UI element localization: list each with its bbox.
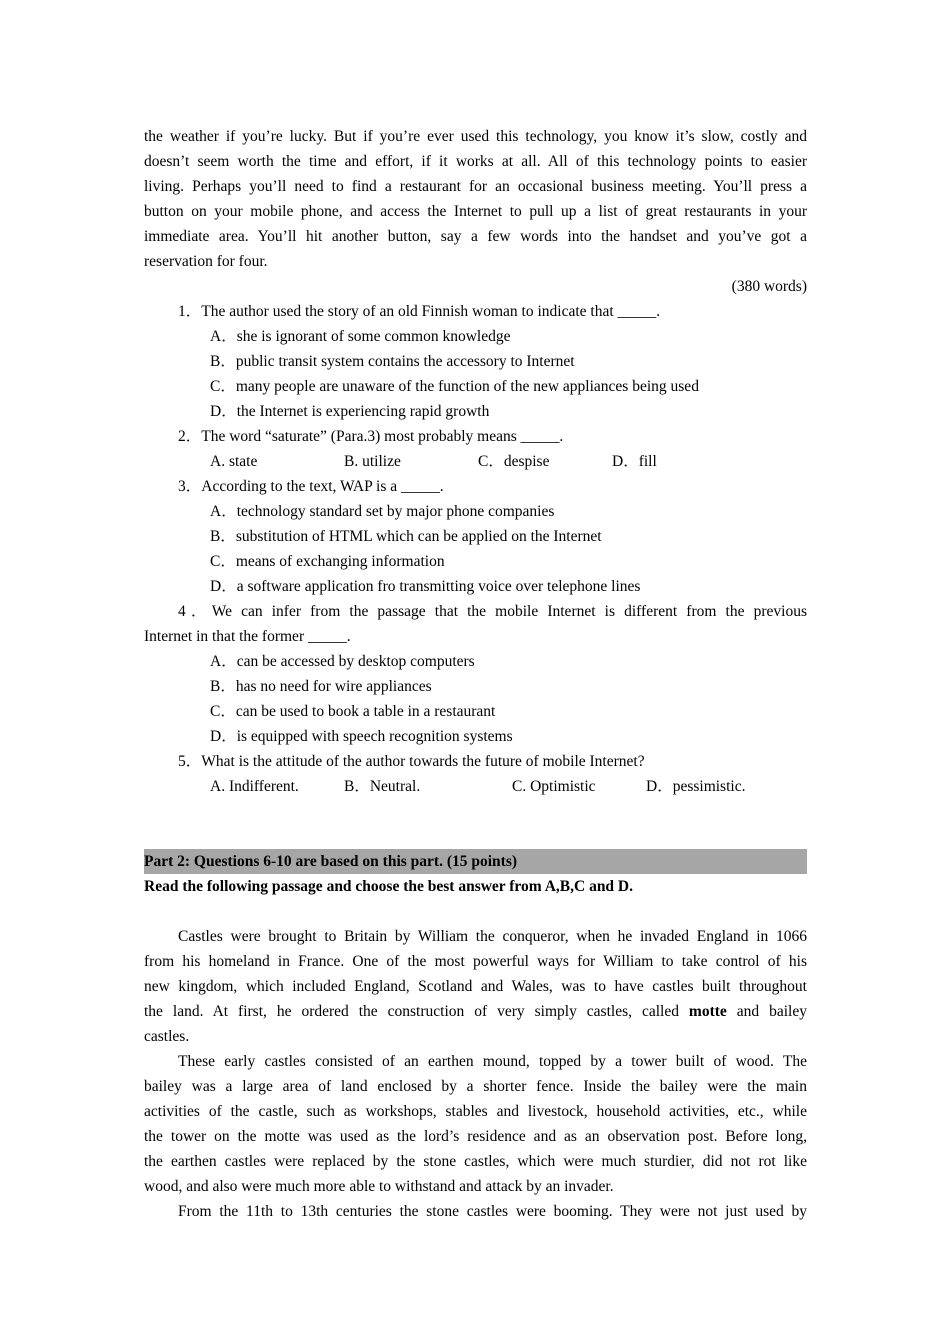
paragraph-text: and bailey [726, 1003, 807, 1020]
question-5-option-c: C. Optimistic [512, 778, 596, 795]
paragraph-line: wood, and also were much more able to withstand and attack by an invader. [144, 1178, 614, 1195]
paragraph-line: from his homeland in France. One of the most powerful ways for William to take control of his [144, 953, 807, 970]
bold-term-motte: motte [688, 1003, 727, 1020]
paragraph-line: the earthen castles were replaced by the stone castles, which were much sturdier, did not rot like [144, 1153, 807, 1170]
question-3-stem: 3．According to the text, WAP is a _____. [178, 478, 444, 495]
paragraph-line: the tower on the motte was used as the lord’s residence and as an observation post. Before long, [144, 1128, 807, 1145]
paragraph-line [144, 999, 807, 1024]
passage-line: living. Perhaps you’ll need to find a restaurant for an occasional business meeting. You’ll press a [144, 178, 807, 195]
question-5-option-a: A. Indifferent. [210, 778, 299, 795]
spacer [144, 899, 807, 924]
paragraph-text: the land. At first, he ordered the construction of very simply castles, called [144, 1003, 689, 1020]
paragraph-line: These early castles consisted of an earthen mound, topped by a tower built of wood. The [178, 1053, 807, 1070]
question-2-stem: 2．The word “saturate” (Para.3) most probably means _____. [178, 428, 564, 445]
question-3-option-a: A．technology standard set by major phone companies [210, 503, 555, 520]
question-1-option-d: D．the Internet is experiencing rapid growth [210, 403, 490, 420]
question-4-option-c: C．can be used to book a table in a restaurant [210, 703, 496, 720]
question-2-options [144, 449, 807, 474]
paragraph-line: castles. [144, 1028, 190, 1045]
question-4-stem-line1: 4．We can infer from the passage that the mobile Internet is different from the previous [178, 603, 807, 620]
word-count: (380 words) [731, 278, 807, 295]
passage-line: doesn’t seem worth the time and effort, if it works at all. All of this technology points to easier [144, 153, 807, 170]
paragraph-line: bailey was a large area of land enclosed by a shorter fence. Inside the bailey were the main [144, 1078, 807, 1095]
question-2-option-a: A. state [210, 453, 258, 470]
question-5-options [144, 774, 807, 799]
passage-line: button on your mobile phone, and access the Internet to pull up a list of great restaurants in your [144, 203, 807, 220]
question-1-option-c: C．many people are unaware of the function of the new appliances being used [210, 378, 699, 395]
text-column [144, 124, 807, 1224]
paragraph-line: new kingdom, which included England, Scotland and Wales, was to have castles built throughout [144, 978, 807, 995]
paragraph-line: Castles were brought to Britain by William the conqueror, when he invaded England in 1066 [178, 928, 807, 945]
question-5-option-d: D．pessimistic. [646, 778, 746, 795]
spacer [144, 824, 807, 849]
question-3-option-b: B．substitution of HTML which can be applied on the Internet [210, 528, 602, 545]
passage-line: the weather if you’re lucky. But if you’re ever used this technology, you know it’s slow, costly and [144, 128, 807, 145]
spacer [144, 799, 807, 824]
part-2-header: Part 2: Questions 6-10 are based on this part. (15 points) [144, 849, 807, 874]
question-4-option-d: D．is equipped with speech recognition systems [210, 728, 513, 745]
question-4-option-b: B．has no need for wire appliances [210, 678, 432, 695]
part-2-instruction: Read the following passage and choose the best answer from A,B,C and D. [144, 878, 633, 895]
question-3-option-c: C．means of exchanging information [210, 553, 445, 570]
question-1-option-a: A．she is ignorant of some common knowledge [210, 328, 511, 345]
question-1-stem: 1．The author used the story of an old Finnish woman to indicate that _____. [178, 303, 661, 320]
question-3-option-d: D．a software application fro transmitting voice over telephone lines [210, 578, 641, 595]
question-1-option-b: B．public transit system contains the accessory to Internet [210, 353, 575, 370]
question-4-option-a: A．can be accessed by desktop computers [210, 653, 475, 670]
question-4-stem-line2: Internet in that the former _____. [144, 628, 351, 645]
paragraph-line: activities of the castle, such as workshops, stables and livestock, household activities, etc., while [144, 1103, 807, 1120]
question-5-stem: 5．What is the attitude of the author towards the future of mobile Internet? [178, 753, 645, 770]
passage-line: reservation for four. [144, 253, 268, 270]
question-2-option-d: D．fill [612, 453, 657, 470]
question-5-option-b: B．Neutral. [344, 778, 421, 795]
question-2-option-b: B. utilize [344, 453, 401, 470]
paragraph-line: From the 11th to 13th centuries the stone castles were booming. They were not just used by [178, 1203, 807, 1220]
passage-line: immediate area. You’ll hit another button, say a few words into the handset and you’ve got a [144, 228, 807, 245]
question-2-option-c: C．despise [478, 453, 550, 470]
